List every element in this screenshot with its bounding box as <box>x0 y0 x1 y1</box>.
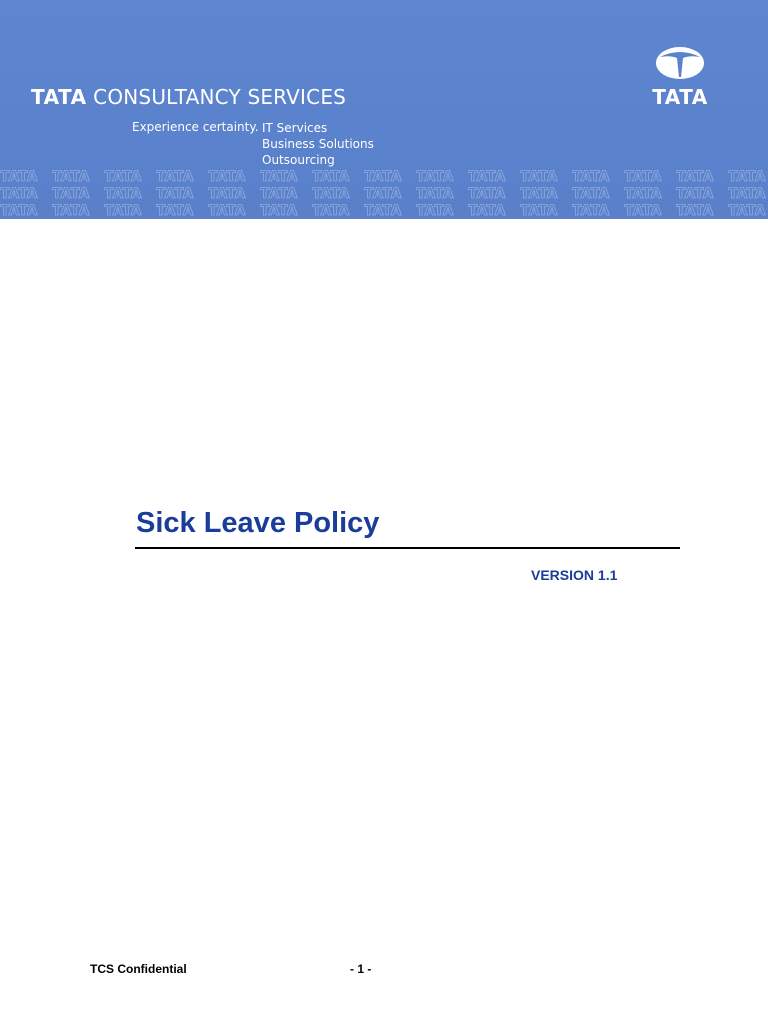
document-title: Sick Leave Policy <box>136 507 380 539</box>
document-version: VERSION 1.1 <box>531 567 618 583</box>
brand-bold: TATA <box>31 85 87 109</box>
service-item: IT Services <box>262 121 328 135</box>
tata-emblem-icon <box>654 45 706 81</box>
tata-logo <box>649 45 711 109</box>
services-list <box>262 120 374 168</box>
footer-page-number: - 1 - <box>350 962 372 976</box>
title-underline <box>135 547 680 549</box>
footer-confidential: TCS Confidential <box>90 962 187 976</box>
tagline: Experience certainty. <box>132 120 259 134</box>
company-name <box>31 85 346 109</box>
tata-logo-word: TATA <box>652 85 708 109</box>
tata-pattern-band <box>0 168 768 219</box>
service-item: Business Solutions <box>262 137 374 151</box>
brand-rest: CONSULTANCY SERVICES <box>93 85 347 109</box>
header-banner <box>0 0 768 219</box>
service-item: Outsourcing <box>262 153 335 167</box>
